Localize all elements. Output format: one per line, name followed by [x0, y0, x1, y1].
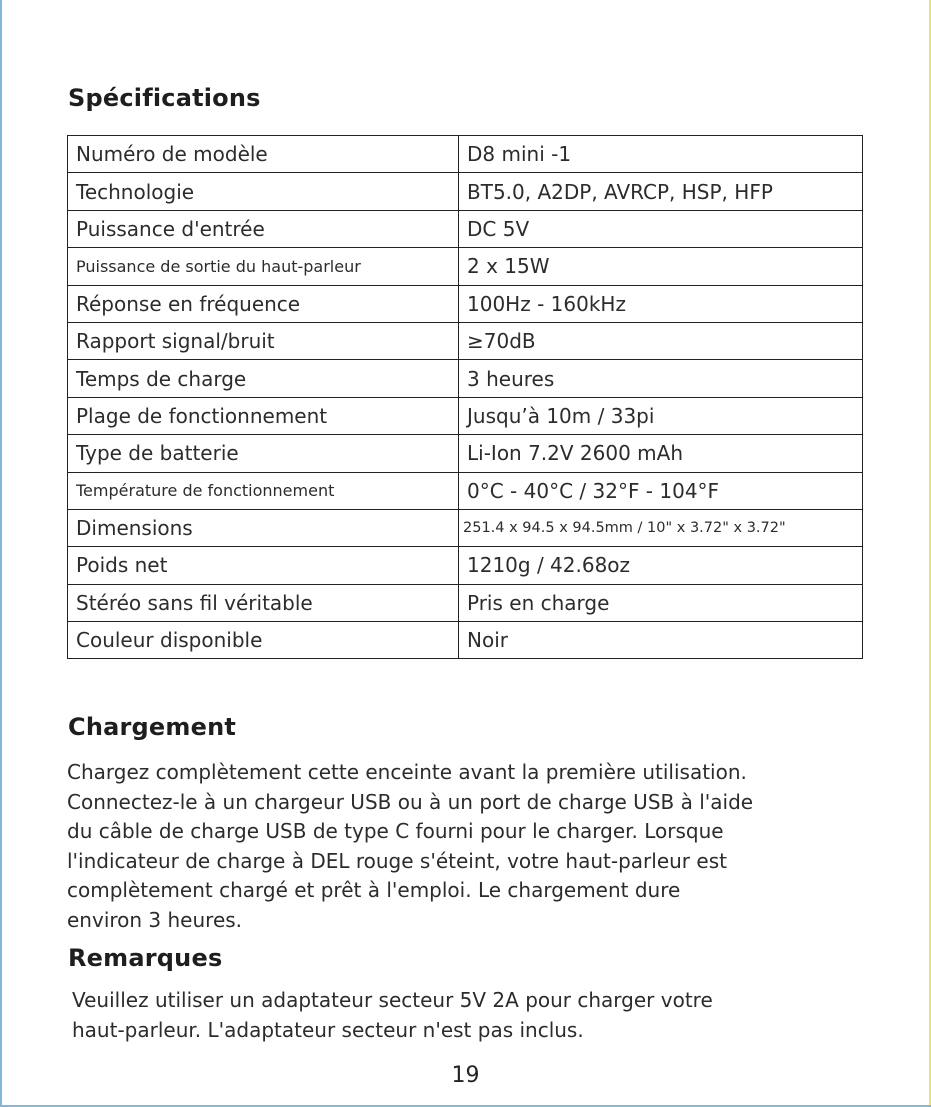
page-edge-left [0, 0, 2, 1107]
spec-label: Dimensions [68, 509, 459, 546]
spec-label: Technologie [68, 173, 459, 210]
paragraph-line: environ 3 heures. [67, 907, 243, 932]
spec-label: Réponse en fréquence [68, 285, 459, 322]
spec-value: D8 mini -1 [459, 136, 863, 173]
page-number: 19 [451, 1063, 480, 1088]
spec-value: 100Hz - 160kHz [459, 285, 863, 322]
table-row [68, 248, 863, 285]
specifications-table [67, 135, 863, 659]
spec-value: 0°C - 40°C / 32°F - 104°F [459, 472, 863, 509]
table-row [68, 136, 863, 173]
spec-label: Puissance de sortie du haut-parleur [68, 248, 459, 285]
charging-paragraph [67, 758, 867, 936]
spec-value: ≥70dB [459, 322, 863, 359]
spec-value: 1210g / 42.68oz [459, 547, 863, 584]
table-row [68, 173, 863, 210]
table-row [68, 397, 863, 434]
spec-label: Poids net [68, 547, 459, 584]
table-row [68, 472, 863, 509]
spec-value: 2 x 15W [459, 248, 863, 285]
spec-label: Puissance d'entrée [68, 210, 459, 247]
charging-heading: Chargement [68, 713, 237, 741]
paragraph-line: haut-parleur. L'adaptateur secteur n'est pas inclus. [72, 1017, 584, 1042]
paragraph-line: Connectez-le à un chargeur USB ou à un port de charge USB à l'aide [67, 789, 754, 814]
table-row [68, 360, 863, 397]
table-row [68, 584, 863, 621]
spec-value: DC 5V [459, 210, 863, 247]
specifications-heading: Spécifications [68, 84, 261, 112]
notes-heading: Remarques [68, 944, 223, 972]
table-row [68, 285, 863, 322]
notes-paragraph [72, 986, 872, 1045]
table-row [68, 622, 863, 659]
spec-label: Plage de fonctionnement [68, 397, 459, 434]
spec-label: Rapport signal/bruit [68, 322, 459, 359]
paragraph-line: l'indicateur de charge à DEL rouge s'éteint, votre haut-parleur est [67, 848, 727, 873]
paragraph-line: complètement chargé et prêt à l'emploi. Le chargement dure [67, 878, 681, 903]
table-row [68, 435, 863, 472]
paragraph-line: Veuillez utiliser un adaptateur secteur 5V 2A pour charger votre [72, 988, 713, 1012]
spec-label: Couleur disponible [68, 622, 459, 659]
table-row [68, 210, 863, 247]
spec-value: 251.4 x 94.5 x 94.5mm / 10" x 3.72" x 3.72" [459, 509, 863, 546]
spec-value: Li-Ion 7.2V 2600 mAh [459, 435, 863, 472]
spec-label: Température de fonctionnement [68, 472, 459, 509]
table-row [68, 547, 863, 584]
spec-value: 3 heures [459, 360, 863, 397]
spec-label: Type de batterie [68, 435, 459, 472]
paragraph-line: du câble de charge USB de type C fourni pour le charger. Lorsque [67, 819, 724, 844]
table-row [68, 509, 863, 546]
spec-label: Temps de charge [68, 360, 459, 397]
spec-label: Numéro de modèle [68, 136, 459, 173]
spec-label: Stéréo sans fil véritable [68, 584, 459, 621]
table-row [68, 322, 863, 359]
spec-value: Noir [459, 622, 863, 659]
paragraph-line: Chargez complètement cette enceinte avant la première utilisation. [67, 760, 747, 784]
spec-value: Pris en charge [459, 584, 863, 621]
spec-value: BT5.0, A2DP, AVRCP, HSP, HFP [459, 173, 863, 210]
spec-value: Jusqu’à 10m / 33pi [459, 397, 863, 434]
